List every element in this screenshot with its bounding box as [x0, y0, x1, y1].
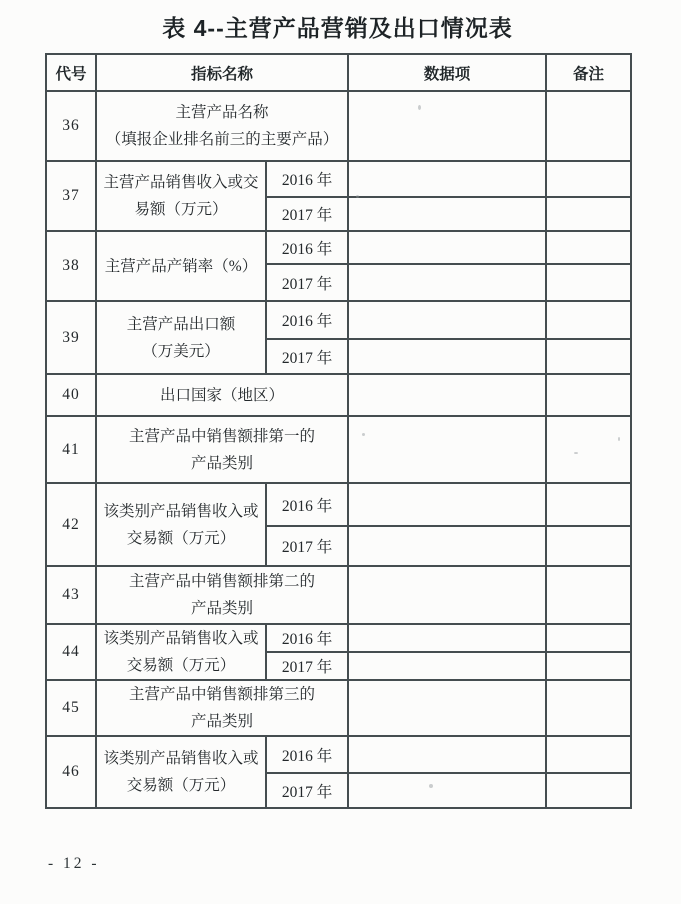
table-row [46, 736, 631, 773]
code-cell: 45 [46, 680, 96, 736]
table-row [46, 566, 631, 624]
indicator-line: 主营产品出口额 [126, 315, 236, 333]
year-cell: 2017 年 [266, 197, 348, 231]
header-remark: 备注 [546, 54, 631, 91]
data-cell [348, 652, 546, 680]
data-cell [348, 301, 546, 339]
code-cell: 44 [46, 624, 96, 680]
remark-cell [546, 566, 631, 624]
year-cell: 2017 年 [266, 264, 348, 301]
table-row [46, 301, 631, 339]
indicator-cell [96, 91, 348, 161]
data-cell [348, 736, 546, 773]
code-cell: 37 [46, 161, 96, 231]
remark-cell [546, 773, 631, 808]
remark-cell [546, 339, 631, 374]
year-cell: 2017 年 [266, 339, 348, 374]
table-row [46, 231, 631, 264]
remark-cell [546, 197, 631, 231]
table-row [46, 161, 631, 197]
year-cell: 2016 年 [266, 301, 348, 339]
indicator-cell [96, 680, 348, 736]
year-cell: 2016 年 [266, 736, 348, 773]
indicator-cell [96, 374, 348, 416]
table-row [46, 374, 631, 416]
code-cell: 46 [46, 736, 96, 808]
code-cell: 38 [46, 231, 96, 301]
data-cell [348, 624, 546, 652]
code-cell: 41 [46, 416, 96, 483]
indicator-cell [96, 566, 348, 624]
table-row [46, 624, 631, 652]
table-row [46, 680, 631, 736]
remark-cell [546, 526, 631, 566]
remark-cell [546, 161, 631, 197]
data-cell [348, 416, 546, 483]
scan-speck [574, 452, 578, 454]
scan-speck [356, 195, 359, 198]
scan-speck [362, 433, 365, 436]
data-cell [348, 680, 546, 736]
data-cell [348, 231, 546, 264]
indicator-line: 交易额（万元） [126, 657, 236, 674]
remark-cell [546, 736, 631, 773]
code-cell: 42 [46, 483, 96, 566]
indicator-line: （填报企业排名前三的主要产品） [105, 131, 339, 148]
header-indicator: 指标名称 [96, 54, 348, 91]
remark-cell [546, 264, 631, 301]
remark-cell [546, 652, 631, 680]
indicator-cell [96, 301, 266, 374]
indicator-line: 该类别产品销售收入或 [103, 502, 259, 520]
data-cell [348, 374, 546, 416]
data-cell [348, 339, 546, 374]
indicator-line: 产品类别 [191, 600, 254, 617]
code-cell: 36 [46, 91, 96, 161]
data-cell [348, 264, 546, 301]
data-cell [348, 566, 546, 624]
year-cell: 2017 年 [266, 526, 348, 566]
indicator-cell [96, 624, 266, 680]
year-cell: 2016 年 [266, 483, 348, 526]
data-cell [348, 91, 546, 161]
remark-cell [546, 624, 631, 652]
remark-cell [546, 91, 631, 161]
header-data-item: 数据项 [348, 54, 546, 91]
indicator-line: 主营产品中销售额排第三的 [129, 686, 316, 703]
remark-cell [546, 231, 631, 264]
year-cell: 2017 年 [266, 652, 348, 680]
remark-cell [546, 483, 631, 526]
code-cell: 43 [46, 566, 96, 624]
indicator-line: 产品类别 [191, 713, 254, 730]
form-table [45, 53, 632, 809]
table-row [46, 416, 631, 483]
indicator-line: 易额（万元） [134, 201, 228, 218]
indicator-line: 主营产品名称 [175, 104, 269, 121]
remark-cell [546, 680, 631, 736]
indicator-line: 该类别产品销售收入或 [103, 750, 259, 767]
indicator-line: 产品类别 [191, 454, 254, 472]
data-cell [348, 197, 546, 231]
data-cell [348, 773, 546, 808]
scan-speck [418, 105, 421, 110]
page-title: 表 4--主营产品营销及出口情况表 [162, 15, 513, 41]
scan-speck [618, 437, 620, 441]
indicator-line: （万美元） [142, 342, 220, 360]
indicator-cell [96, 161, 266, 231]
code-cell: 39 [46, 301, 96, 374]
indicator-cell [96, 231, 266, 301]
remark-cell [546, 374, 631, 416]
data-cell [348, 483, 546, 526]
scan-speck [429, 784, 433, 788]
table-row [46, 91, 631, 161]
indicator-line: 交易额（万元） [126, 529, 236, 547]
indicator-line: 主营产品销售收入或交 [103, 174, 259, 191]
page-number: - 12 - [48, 855, 100, 872]
code-cell: 40 [46, 374, 96, 416]
year-cell: 2016 年 [266, 231, 348, 264]
indicator-cell [96, 483, 266, 566]
table-header-row [46, 54, 631, 91]
indicator-cell [96, 736, 266, 808]
indicator-line: 主营产品中销售额排第一的 [129, 427, 316, 445]
indicator-line: 主营产品中销售额排第二的 [129, 573, 316, 590]
year-cell: 2016 年 [266, 624, 348, 652]
data-cell [348, 161, 546, 197]
indicator-line: 该类别产品销售收入或 [103, 630, 259, 647]
remark-cell [546, 416, 631, 483]
indicator-line: 交易额（万元） [126, 777, 236, 794]
remark-cell [546, 301, 631, 339]
table-row [46, 483, 631, 526]
year-cell: 2016 年 [266, 161, 348, 197]
indicator-cell [96, 416, 348, 483]
data-cell [348, 526, 546, 566]
header-code: 代号 [46, 54, 96, 91]
indicator-line: 主营产品产销率（%） [104, 257, 258, 275]
indicator-line: 出口国家（地区） [160, 386, 285, 404]
year-cell: 2017 年 [266, 773, 348, 808]
